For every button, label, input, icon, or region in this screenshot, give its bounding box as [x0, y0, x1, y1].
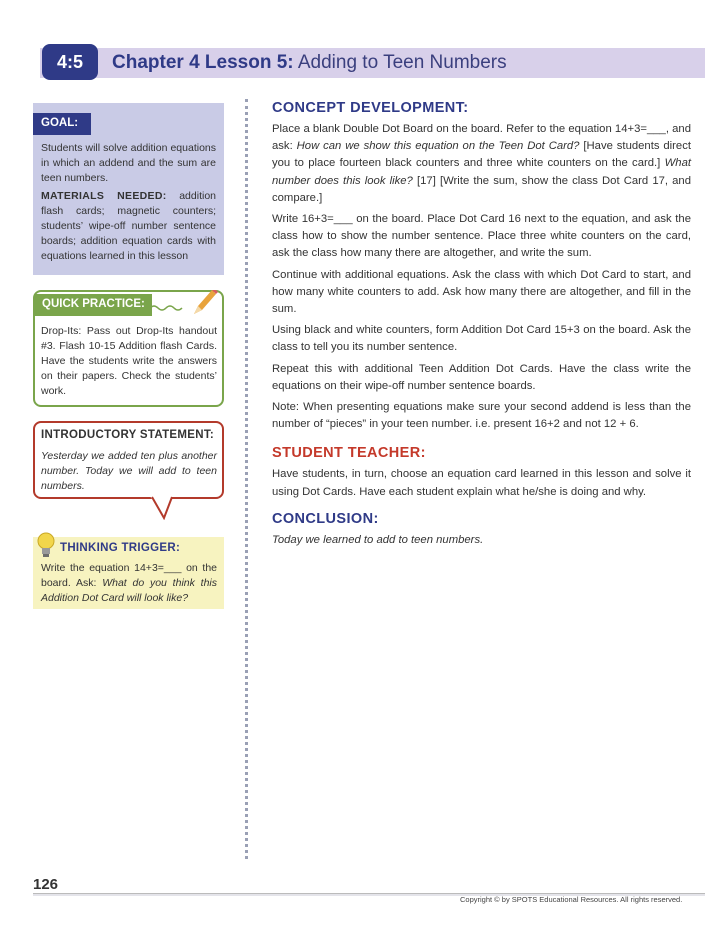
column-divider: [245, 99, 248, 859]
conclusion-title: CONCLUSION:: [272, 510, 379, 527]
pencil-icon: [148, 290, 218, 318]
chapter-lesson-label: Chapter 4 Lesson 5:: [112, 52, 294, 73]
copyright-notice: Copyright © by SPOTS Educational Resources. All rights reserved.: [460, 895, 683, 904]
thinking-trigger-question: What do you think this Addition Dot Card will look like?: [41, 577, 217, 604]
concept-note: Note: When presenting equations make sure your second addend is less than the number of “pieces” in your teen number. i.e. present 16+2 and not 12 + 6.: [272, 401, 691, 431]
goal-text: Students will solve addition equations in which an addend and the sum are teen numbers.: [41, 142, 216, 184]
concept-paragraph-3: Continue with additional equations. Ask the class with which Dot Card to start, and how many white counters to add. Ask how many there are altogether, and fill in the sum.: [272, 268, 691, 316]
speech-tail-icon: [150, 496, 190, 520]
conclusion-text: Today we learned to add to teen numbers.: [272, 533, 484, 546]
concept-paragraph-1: [272, 121, 691, 207]
concept-paragraph-2: Write 16+3=___ on the board. Place Dot Card 16 next to the equation, and ask the class how to show the number sentence. Place three white counters on the card, ask the class how many there are altogether, and write the sum.: [272, 213, 691, 260]
page-number: 126: [33, 876, 59, 893]
page-title: [112, 52, 507, 74]
concept-p1-question-1: How can we show this equation on the Teen Dot Card?: [296, 140, 580, 153]
lesson-badge: 4:5: [42, 44, 98, 80]
student-teacher-title: STUDENT TEACHER:: [272, 445, 426, 462]
materials-paragraph: [41, 189, 216, 264]
lightbulb-icon: [35, 531, 57, 559]
quick-practice-label: QUICK PRACTICE:: [34, 294, 152, 316]
concept-paragraph-4: Using black and white counters, form Addition Dot Card 15+3 on the board. Ask the class to tell you its number sentence.: [272, 324, 691, 354]
main-content: [272, 100, 691, 553]
goal-label: GOAL:: [33, 113, 91, 135]
concept-development-title: CONCEPT DEVELOPMENT:: [272, 100, 469, 116]
concept-p1-part-c: [Have students direct you to place fourteen black counters and three white counters on the card.]: [272, 140, 692, 170]
lesson-topic: Adding to Teen Numbers: [297, 52, 507, 73]
goal-text-block: [41, 141, 216, 267]
concept-paragraph-5: Repeat this with additional Teen Addition Dot Cards. Have the class write the equations on their wipe-off number sentence boards.: [272, 362, 691, 392]
thinking-trigger-text: [41, 561, 217, 606]
thinking-trigger-instruction: Write the equation 14+3=___ on the board. Ask:: [41, 562, 217, 589]
introductory-text: Yesterday we added ten plus another number. Today we will add to teen numbers.: [41, 450, 217, 492]
thinking-trigger-label: THINKING TRIGGER:: [60, 542, 181, 554]
concept-p1-question-2: What number does this look like?: [272, 157, 692, 187]
student-teacher-text: Have students, in turn, choose an equation card learned in this lesson and solve it using Dot Cards. Have each student explain what he/she is doing and why.: [272, 468, 691, 498]
quick-practice-text: Drop-Its: Pass out Drop-Its handout #3. Flash 10-15 Addition flash Cards. Have the students write the answers on their papers. Check the students’ work.: [41, 325, 217, 397]
materials-text: addition flash cards; magnetic counters; students’ wipe-off number sentence boards; addition equation cards with equations learned in this lesson: [41, 190, 216, 262]
concept-p1-part-e: [17] [Write the sum, show the class Dot Card 17, and compare.]: [272, 174, 691, 204]
materials-label: MATERIALS NEEDED:: [41, 190, 167, 202]
introductory-label: INTRODUCTORY STATEMENT:: [41, 429, 215, 441]
concept-p1-part-a: Place a blank Double Dot Board on the board. Refer to the equation 14+3=___, and ask:: [272, 123, 691, 153]
